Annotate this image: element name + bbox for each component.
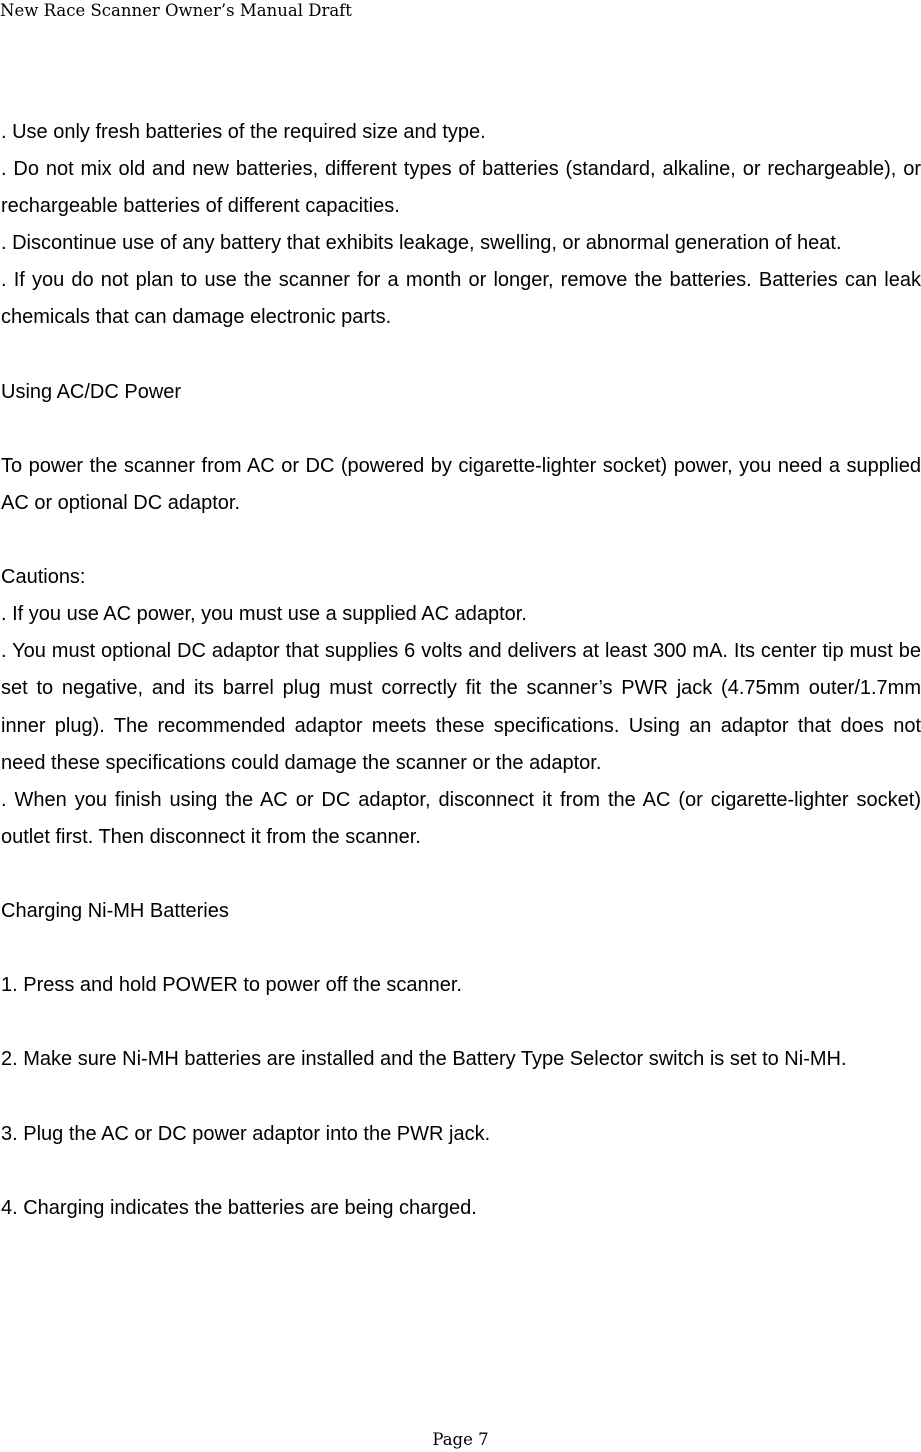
ac-dc-intro-paragraph: To power the scanner from AC or DC (powered by cigarette-lighter socket) power, you need a supplied AC or optional DC adaptor. xyxy=(1,454,921,514)
charging-step-3: 3. Plug the AC or DC power adaptor into the PWR jack. xyxy=(1,1122,491,1145)
spacer xyxy=(1,411,921,448)
battery-caution-4: . If you do not plan to use the scanner for a month or longer, remove the batteries. Batteries can leak chemicals that can damage electronic parts. xyxy=(1,269,921,329)
spacer xyxy=(1,1004,921,1041)
spacer xyxy=(1,930,921,967)
ac-dc-caution-3: . When you finish using the AC or DC adaptor, disconnect it from the AC (or cigarette-lighter socket) outlet first. Then disconnect it from the scanner. xyxy=(1,788,921,848)
charging-step-2: 2. Make sure Ni-MH batteries are installed and the Battery Type Selector switch is set to Ni-MH. xyxy=(1,1048,847,1071)
spacer xyxy=(1,337,921,374)
spacer xyxy=(1,522,921,559)
spacer xyxy=(1,1153,921,1190)
page-number: Page 7 xyxy=(432,1430,489,1449)
battery-caution-3: . Discontinue use of any battery that exhibits leakage, swelling, or abnormal generation of heat. xyxy=(1,232,842,255)
charging-step-4: 4. Charging indicates the batteries are being charged. xyxy=(1,1196,477,1219)
page-body xyxy=(1,114,921,1227)
section-heading-ac-dc-power: Using AC/DC Power xyxy=(1,380,182,403)
ac-dc-caution-1: . If you use AC power, you must use a supplied AC adaptor. xyxy=(1,603,527,626)
cautions-heading: Cautions: xyxy=(1,566,86,589)
battery-caution-2: . Do not mix old and new batteries, different types of batteries (standard, alkaline, or rechargeable), or rechargeable batteries of different capacities. xyxy=(1,158,921,218)
spacer xyxy=(1,1078,921,1115)
spacer xyxy=(1,856,921,893)
ac-dc-caution-2: . You must optional DC adaptor that supplies 6 volts and delivers at least 300 mA. Its center tip must be set to negative, and its barrel plug must correctly fit the scanner’s PWR jack (4.75mm outer/1.7mm inner plug). The recommended adaptor meets these specifications. Using an adaptor that does not need these specifications could damage the scanner or the adaptor. xyxy=(1,640,921,774)
charging-step-1: 1. Press and hold POWER to power off the scanner. xyxy=(1,974,462,997)
battery-caution-1: . Use only fresh batteries of the required size and type. xyxy=(1,121,486,143)
page-header-title: New Race Scanner Owner’s Manual Draft xyxy=(0,1,352,20)
section-heading-charging: Charging Ni-MH Batteries xyxy=(1,899,229,922)
